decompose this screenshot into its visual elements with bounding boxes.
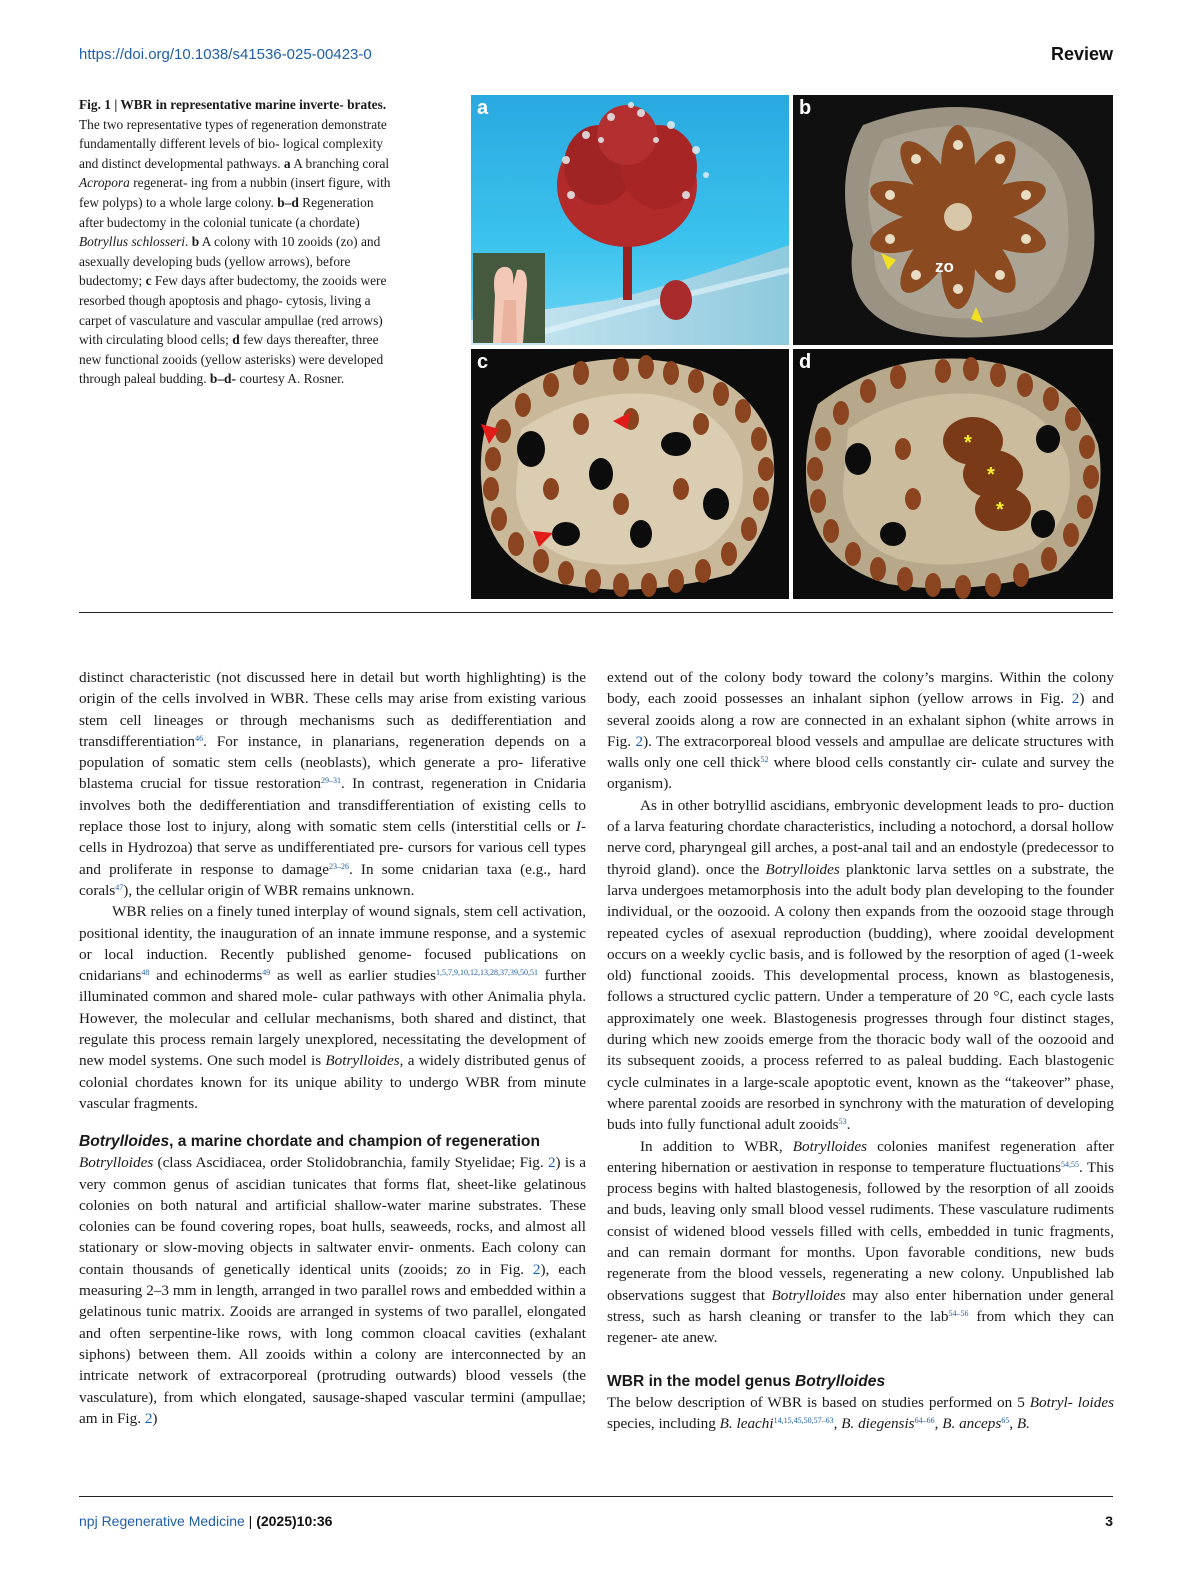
zooid-annotation: zo [935,257,954,276]
citation[interactable]: 65 [1001,1415,1010,1425]
footer-separator: | [244,1513,257,1529]
citation[interactable]: 14,15,45,50,57–63 [773,1415,834,1425]
citation[interactable]: 23–26 [328,861,349,871]
figure-link[interactable]: 2 [532,1260,541,1278]
caption-panel-ref: b [191,234,200,250]
panel-label-a: a [477,97,489,119]
citation[interactable]: 1,5,7,9,10,12,13,28,37,39,50,51 [436,968,539,978]
journal-name[interactable]: npj Regenerative Medicine [79,1513,245,1529]
caption-species: Botryllus schlosseri [79,234,186,250]
caption-panel-ref: b–d- [209,371,236,387]
panel-label-b: b [799,97,812,119]
caption-panel-ref: a [283,155,291,171]
body-column-right [607,667,1114,1434]
caption-text: Regeneration after budectomy in the colonial tunicate (a chordate) [79,194,374,230]
citation[interactable]: 46 [195,733,204,743]
paragraph: The below description of WBR is based on studies performed on 5 Botryl- loides species, including B. leachi$^{14,15,45,50,57-63}$, B. diegensis$^{64-66}$, B. anceps$^{65}$, B. [607,1393,1114,1432]
panel-a-coral-photo [471,95,789,345]
citation[interactable]: 53 [838,1117,847,1127]
caption-panel-ref: d [232,332,240,348]
caption-text: few days thereafter, three new functional zooids (yellow asterisks) were developed through paleal budding. [79,332,384,387]
figure-link[interactable]: 2 [1071,690,1080,708]
figure-link[interactable]: 2 [144,1409,153,1427]
caption-panel-ref: b–d [277,194,299,210]
svg-text:*: * [964,432,972,454]
figure-1 [471,95,1113,599]
page-footer [79,1513,1113,1533]
caption-panel-ref: c [145,273,152,289]
caption-label: Fig. 1 | WBR in representative marine inverte- brates. [79,97,387,112]
citation[interactable]: 29–31 [320,776,341,786]
journal-volume: (2025)10:36 [256,1513,333,1529]
panel-c-vasculature-photo [471,349,789,599]
page-number: 3 [1105,1513,1113,1529]
caption-text: A colony with 10 zooids (zo) and asexually developing buds (yellow arrows), before budectomy; [79,234,381,289]
footer-divider [79,1496,1113,1497]
doi-link[interactable]: https://doi.org/10.1038/s41536-025-00423-0 [79,46,372,63]
svg-text:*: * [996,499,1004,521]
caption-text: . [185,234,192,250]
figure-link[interactable]: 2 [547,1154,556,1172]
paragraph: In addition to WBR, Botrylloides colonies manifest regeneration after entering hibernation or aestivation in response to temperature fluctuations$^{54,55}$. This process begins with halted blastogenesis, followed by the resorption of all zooids and buds, leaving only small blood vessel rudiments. These vasculature rudiments consist of widened blood vessels filled with cells, embedded in tunic fragments, and can remain dormant for months. Upon favorable conditions, new buds regenerate from the blood vessels, regenerating a new colony. Unpublished lab observations suggest that Botrylloides may also enter hibernation under general stress, such as harsh cleaning or transfer to the lab$^{54-56}$ from which they can regener- ate anew. [607,1137,1115,1347]
panel-b-colony-photo [793,95,1113,345]
body-column-left [79,667,586,1429]
panel-d-new-zooids-photo [793,349,1113,599]
caption-text: Few days after budectomy, the zooids were resorbed though apoptosis and phago- cytosis, living a carpet of vasculature and vascular ampullae (red arrows) with circulating blood cells; [79,273,387,348]
citation[interactable]: 48 [141,968,150,978]
svg-text:*: * [987,464,995,486]
section-heading: WBR in the model genus Botrylloides [607,1372,886,1390]
paragraph: As in other botryllid ascidians, embryonic development leads to pro- duction of a larva featuring chordate characteristics, including a notochord, a dorsal hollow nerve cord, pharyngeal gill arches, a post-anal tail and an endostyle (predecessor to thyroid gland). once the Botrylloides planktonic larva settles on a substrate, the larva undergoes metamorphosis into the adult body plan developing to the founder individual, or the oozooid. A colony then expands from the oozooid stage through repeated cycles of asexual reproduction (budding), where zooidal development occurs on a weekly cyclic basis, and is followed by the resorption of aged (1-week old) functional zooids. This developmental process, known as blastogenesis, follows a structured cyclic pattern. Under a temperature of 20 °C, each cycle lasts approximately one week. Blastogenesis progresses through four distinct stages, during which new zooids emerge from the thoracic body wall of the oozooid and its subsequent zooids, a process referred to as paleal budding. Each blastogenic cycle culminates in a large-scale apoptotic event, known as the “takeover” phase, where parental zooids are resorbed in synchrony with the maturation of developing buds into fully functional adult zooids$^{53}$. [607,796,1114,1134]
citation[interactable]: 54,55 [1061,1159,1079,1169]
page-header [79,46,1113,68]
panel-label-d: d [799,351,812,373]
citation[interactable]: 52 [760,755,769,765]
caption-text: regenerat- ing from a nubbin (insert figure, with few polyps) to a whole large colony. [79,175,391,210]
panel-label-c: c [477,351,489,373]
paragraph: distinct characteristic (not discussed here in detail but worth highlighting) is the origin of the cells involved in WBR. These cells may arise from existing various stem cell lineages or through mechanisms such as dedifferentiation and transdifferentiation$^{46}$. For instance, in planarians, regeneration depends on a population of somatic stem cells (neoblasts), which generate a pro- liferative blastema crucial for tissue restoration$^{29-31}$. In contrast, regeneration in Cnidaria involves both the dedifferentiation and transdifferentiation of existing cells to replace those lost to injury, along with somatic stem cells (interstitial cells or I-cells in Hydrozoa) that serve as undifferentiated pre- cursors for various cell types and proliferate in response to damage$^{23-26}$. In some cnidarian taxa (e.g., hard corals$^{47}$), the cellular origin of WBR remains unknown. [79,669,586,899]
citation[interactable]: 64–66 [914,1415,935,1425]
paragraph: Botrylloides (class Ascidiacea, order Stolidobranchia, family Styelidae; Fig. 2) is a very common genus of ascidian tunicates that forms flat, sheet-like gelatinous colonies on both natural and artificial shallow-water marine substrates. These colonies can be found covering ropes, boat hulls, seaweeds, rocks, and almost all stationary or slow-moving objects in saltwater envir- onments. Each colony can contain thousands of genetically identical units (zooids; zo in Fig. 2), each measuring 2–3 mm in length, arranged in two parallel rows and embedded within a gelatinous tunic matrix. Zooids are arranged in systems of two parallel, elongated and often serpentine-like rows, with long common cloacal cavities (exhalant siphons) between them. All zooids within a colony are interconnected by an intricate network of extracorporeal (protruding outwards) blood vessels (the vasculature), from which elongated, sausage-shaped vascular termini (ampullae; am in Fig. 2) [79,1154,587,1427]
caption-text: The two representative types of regeneration demonstrate fundamentally different levels of bio- logical complexity and distinct developmental pathways. [79,116,387,171]
section-heading: Botrylloides, a marine chordate and champion of regeneration [79,1133,540,1151]
section-label: Review [1050,44,1113,64]
journal-info [79,1513,332,1529]
paragraph: extend out of the colony body toward the colony’s margins. Within the colony body, each zooid possesses an inhalant siphon (yellow arrows in Fig. 2) and several zooids along a row are connected in an exhalant siphon (white arrows in Fig. 2). The extracorporeal blood vessels and ampullae are delicate structures with walls only one cell thick$^{52}$ where blood cells constantly cir- culate and survey the organism). [607,669,1114,793]
caption-species: Acropora [79,175,130,191]
paragraph: WBR relies on a finely tuned interplay of wound signals, stem cell activation, positional identity, the inauguration of an innate immune response, and a systemic or local induction. Recently published genome- focused publications on cnidarians$^{48}$ and echinoderms$^{49}$ as well as earlier studies$^{1,5,7,9,10,12,13,28,37,39,50,51}$ further illuminated common and shared mole- cular pathways with other Animalia phyla. However, the molecular and cellular mechanisms, both shared and distinct, that regulate this process remain largely unexplored, necessitating the development of new model systems. One such model is Botrylloides, a widely distributed genus of colonial chordates known for its unique ability to undergo WBR from minute vascular fragments. [79,903,586,1112]
figure-link[interactable]: 2 [635,732,644,750]
figure-caption [79,95,397,389]
citation[interactable]: 47 [115,882,124,892]
caption-text: courtesy A. Rosner. [235,371,345,387]
figure-divider [79,612,1113,613]
citation[interactable]: 49 [262,968,271,978]
caption-text: A branching coral [290,155,390,171]
citation[interactable]: 54–56 [948,1308,969,1318]
